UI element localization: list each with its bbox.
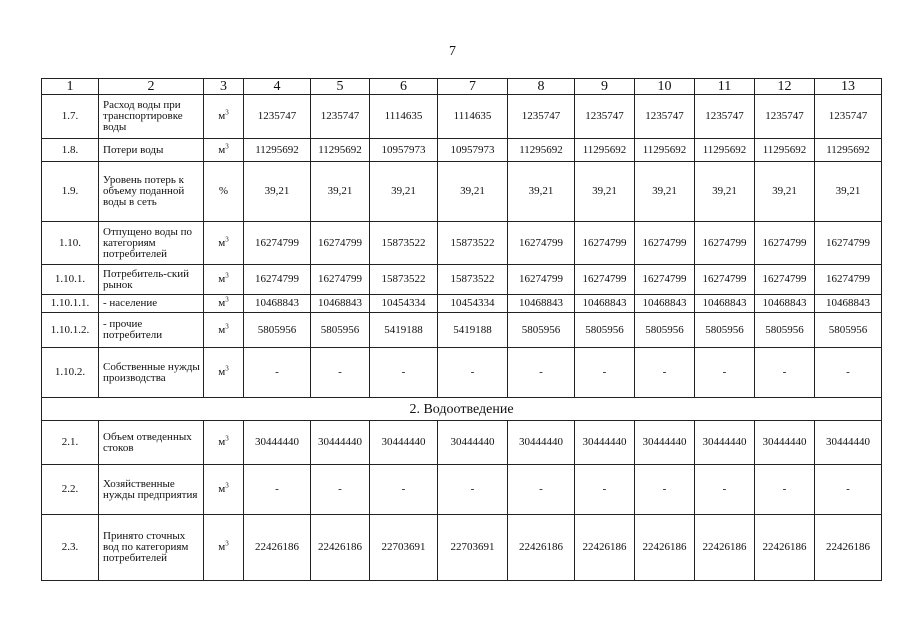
value-cell: 11295692 — [755, 139, 815, 162]
value-cell: - — [370, 348, 438, 398]
unit-cell — [204, 421, 244, 465]
column-number: 8 — [508, 79, 575, 95]
unit-text: м — [218, 110, 226, 122]
value-cell: 5805956 — [311, 313, 370, 348]
unit-text: % — [218, 185, 229, 197]
column-number: 2 — [99, 79, 204, 95]
value-cell: 11295692 — [575, 139, 635, 162]
value-cell: 15873522 — [370, 265, 438, 295]
value-cell: 16274799 — [695, 222, 755, 265]
value-cell: 30444440 — [575, 421, 635, 465]
table-row — [42, 222, 882, 265]
unit-cell — [204, 265, 244, 295]
value-cell: 39,21 — [635, 162, 695, 222]
indicator-name: Отпущено воды по категориям потребителей — [99, 222, 204, 265]
indicator-name: Уровень потерь к объему поданной воды в сеть — [99, 162, 204, 222]
row-number: 1.7. — [42, 95, 99, 139]
column-number: 3 — [204, 79, 244, 95]
value-cell: - — [635, 348, 695, 398]
value-cell: 10468843 — [815, 295, 882, 313]
value-cell: 16274799 — [635, 265, 695, 295]
indicator-name: Потребитель-ский рынок — [99, 265, 204, 295]
page-number: 7 — [449, 44, 456, 59]
unit-cell — [204, 465, 244, 515]
value-cell: 39,21 — [438, 162, 508, 222]
value-cell: 39,21 — [755, 162, 815, 222]
unit-text: м — [218, 483, 226, 495]
value-cell: 5419188 — [370, 313, 438, 348]
value-cell: 1235747 — [635, 95, 695, 139]
unit-superscript: 3 — [225, 234, 229, 243]
value-cell: 5805956 — [244, 313, 311, 348]
value-cell: - — [755, 348, 815, 398]
row-number: 1.10.2. — [42, 348, 99, 398]
value-cell: 39,21 — [575, 162, 635, 222]
value-cell: 22426186 — [815, 515, 882, 581]
value-cell: 22426186 — [635, 515, 695, 581]
value-cell: 30444440 — [438, 421, 508, 465]
unit-cell — [204, 139, 244, 162]
value-cell: - — [635, 465, 695, 515]
value-cell: 30444440 — [370, 421, 438, 465]
unit-superscript: 3 — [225, 434, 229, 443]
unit-cell — [204, 295, 244, 313]
value-cell: - — [370, 465, 438, 515]
value-cell: 16274799 — [575, 222, 635, 265]
value-cell: 39,21 — [311, 162, 370, 222]
table-row — [42, 295, 882, 313]
row-number: 1.10. — [42, 222, 99, 265]
value-cell: 11295692 — [695, 139, 755, 162]
value-cell: 1235747 — [815, 95, 882, 139]
value-cell: 15873522 — [438, 265, 508, 295]
value-cell: 30444440 — [244, 421, 311, 465]
value-cell: 22426186 — [311, 515, 370, 581]
unit-text: м — [218, 236, 226, 249]
value-cell: 30444440 — [695, 421, 755, 465]
value-cell: 1235747 — [575, 95, 635, 139]
value-cell: - — [695, 348, 755, 398]
value-cell: 15873522 — [438, 222, 508, 265]
indicator-name: Расход воды при транспортировке воды — [99, 95, 204, 139]
section-title: 2. Водоотведение — [42, 398, 882, 421]
value-cell: - — [695, 465, 755, 515]
value-cell: 16274799 — [575, 265, 635, 295]
row-number: 1.10.1.2. — [42, 313, 99, 348]
unit-text: м — [218, 273, 226, 285]
value-cell: 11295692 — [311, 139, 370, 162]
value-cell: 10454334 — [370, 295, 438, 313]
indicators-table — [41, 78, 882, 581]
row-number: 2.3. — [42, 515, 99, 581]
unit-cell — [204, 95, 244, 139]
value-cell: 16274799 — [244, 265, 311, 295]
column-number: 1 — [42, 79, 99, 95]
value-cell: 22426186 — [695, 515, 755, 581]
value-cell: 1114635 — [370, 95, 438, 139]
table-row — [42, 313, 882, 348]
value-cell: 39,21 — [695, 162, 755, 222]
value-cell: 10468843 — [244, 295, 311, 313]
table-row — [42, 265, 882, 295]
column-number: 6 — [370, 79, 438, 95]
value-cell: 16274799 — [695, 265, 755, 295]
value-cell: 16274799 — [755, 222, 815, 265]
unit-text: м — [218, 297, 226, 309]
value-cell: 39,21 — [370, 162, 438, 222]
value-cell: 22703691 — [438, 515, 508, 581]
value-cell: 10468843 — [755, 295, 815, 313]
value-cell: 16274799 — [311, 265, 370, 295]
value-cell: 30444440 — [635, 421, 695, 465]
unit-superscript: 3 — [225, 108, 229, 117]
value-cell: 1235747 — [695, 95, 755, 139]
value-cell: - — [755, 465, 815, 515]
row-number: 1.10.1.1. — [42, 295, 99, 313]
value-cell: 30444440 — [508, 421, 575, 465]
value-cell: - — [311, 465, 370, 515]
indicator-name: Принято сточных вод по категориям потребителей — [99, 515, 204, 581]
value-cell: 15873522 — [370, 222, 438, 265]
table-row — [42, 421, 882, 465]
table-row — [42, 348, 882, 398]
unit-superscript: 3 — [225, 141, 229, 150]
column-number: 5 — [311, 79, 370, 95]
unit-cell — [204, 515, 244, 581]
table-row — [42, 162, 882, 222]
unit-superscript: 3 — [225, 271, 229, 280]
value-cell: 1235747 — [508, 95, 575, 139]
value-cell: 5805956 — [635, 313, 695, 348]
row-number: 2.2. — [42, 465, 99, 515]
value-cell: - — [438, 465, 508, 515]
value-cell: 10468843 — [311, 295, 370, 313]
value-cell: 11295692 — [508, 139, 575, 162]
unit-cell — [204, 348, 244, 398]
value-cell: 5805956 — [755, 313, 815, 348]
value-cell: 10454334 — [438, 295, 508, 313]
value-cell: 39,21 — [244, 162, 311, 222]
value-cell: 11295692 — [244, 139, 311, 162]
column-number: 10 — [635, 79, 695, 95]
value-cell: 16274799 — [508, 222, 575, 265]
table-row — [42, 515, 882, 581]
column-number: 11 — [695, 79, 755, 95]
value-cell: 16274799 — [508, 265, 575, 295]
unit-cell — [204, 222, 244, 265]
unit-text: м — [218, 323, 226, 336]
value-cell: - — [508, 465, 575, 515]
value-cell: 10468843 — [695, 295, 755, 313]
value-cell: 16274799 — [311, 222, 370, 265]
value-cell: - — [815, 348, 882, 398]
value-cell: 30444440 — [755, 421, 815, 465]
indicator-name: Хозяйственные нужды предприятия — [99, 465, 204, 515]
value-cell: 39,21 — [508, 162, 575, 222]
column-number: 9 — [575, 79, 635, 95]
value-cell: 1235747 — [244, 95, 311, 139]
indicator-name: - население — [99, 295, 204, 313]
row-number: 1.10.1. — [42, 265, 99, 295]
value-cell: 5805956 — [508, 313, 575, 348]
value-cell: 10957973 — [438, 139, 508, 162]
row-number: 2.1. — [42, 421, 99, 465]
column-number: 13 — [815, 79, 882, 95]
unit-text: м — [218, 436, 226, 448]
value-cell: 16274799 — [244, 222, 311, 265]
unit-text: м — [218, 541, 226, 553]
value-cell: - — [815, 465, 882, 515]
value-cell: - — [575, 465, 635, 515]
column-number-row — [42, 79, 882, 95]
value-cell: 5805956 — [695, 313, 755, 348]
value-cell: 5419188 — [438, 313, 508, 348]
value-cell: - — [438, 348, 508, 398]
indicator-name: - прочие потребители — [99, 313, 204, 348]
value-cell: 30444440 — [815, 421, 882, 465]
unit-superscript: 3 — [225, 321, 229, 330]
value-cell: 22426186 — [244, 515, 311, 581]
value-cell: 5805956 — [815, 313, 882, 348]
unit-superscript: 3 — [225, 295, 229, 304]
row-number: 1.9. — [42, 162, 99, 222]
indicator-name: Объем отведенных стоков — [99, 421, 204, 465]
row-number: 1.8. — [42, 139, 99, 162]
unit-text: м — [218, 366, 226, 378]
value-cell: - — [575, 348, 635, 398]
value-cell: 11295692 — [635, 139, 695, 162]
column-number: 12 — [755, 79, 815, 95]
unit-cell — [204, 313, 244, 348]
value-cell: 22703691 — [370, 515, 438, 581]
value-cell: 10468843 — [635, 295, 695, 313]
column-number: 7 — [438, 79, 508, 95]
table-row — [42, 139, 882, 162]
table-row — [42, 465, 882, 515]
value-cell: 10468843 — [508, 295, 575, 313]
value-cell: - — [508, 348, 575, 398]
value-cell: - — [244, 465, 311, 515]
value-cell: 1114635 — [438, 95, 508, 139]
value-cell: 5805956 — [575, 313, 635, 348]
unit-text: м — [218, 143, 226, 156]
value-cell: 16274799 — [755, 265, 815, 295]
value-cell: 10468843 — [575, 295, 635, 313]
value-cell: 16274799 — [815, 265, 882, 295]
value-cell: 30444440 — [311, 421, 370, 465]
value-cell: 22426186 — [575, 515, 635, 581]
value-cell: 39,21 — [815, 162, 882, 222]
value-cell: 16274799 — [635, 222, 695, 265]
unit-superscript: 3 — [225, 539, 229, 548]
unit-superscript: 3 — [225, 364, 229, 373]
column-number: 4 — [244, 79, 311, 95]
value-cell: - — [311, 348, 370, 398]
value-cell: 22426186 — [508, 515, 575, 581]
value-cell: 22426186 — [755, 515, 815, 581]
unit-superscript: 3 — [225, 481, 229, 490]
table-row — [42, 95, 882, 139]
unit-cell — [204, 162, 244, 222]
value-cell: 10957973 — [370, 139, 438, 162]
value-cell: 1235747 — [755, 95, 815, 139]
value-cell: 1235747 — [311, 95, 370, 139]
value-cell: 16274799 — [815, 222, 882, 265]
section-row — [42, 398, 882, 421]
value-cell: 11295692 — [815, 139, 882, 162]
indicator-name: Собственные нужды производства — [99, 348, 204, 398]
value-cell: - — [244, 348, 311, 398]
indicator-name: Потери воды — [99, 139, 204, 162]
